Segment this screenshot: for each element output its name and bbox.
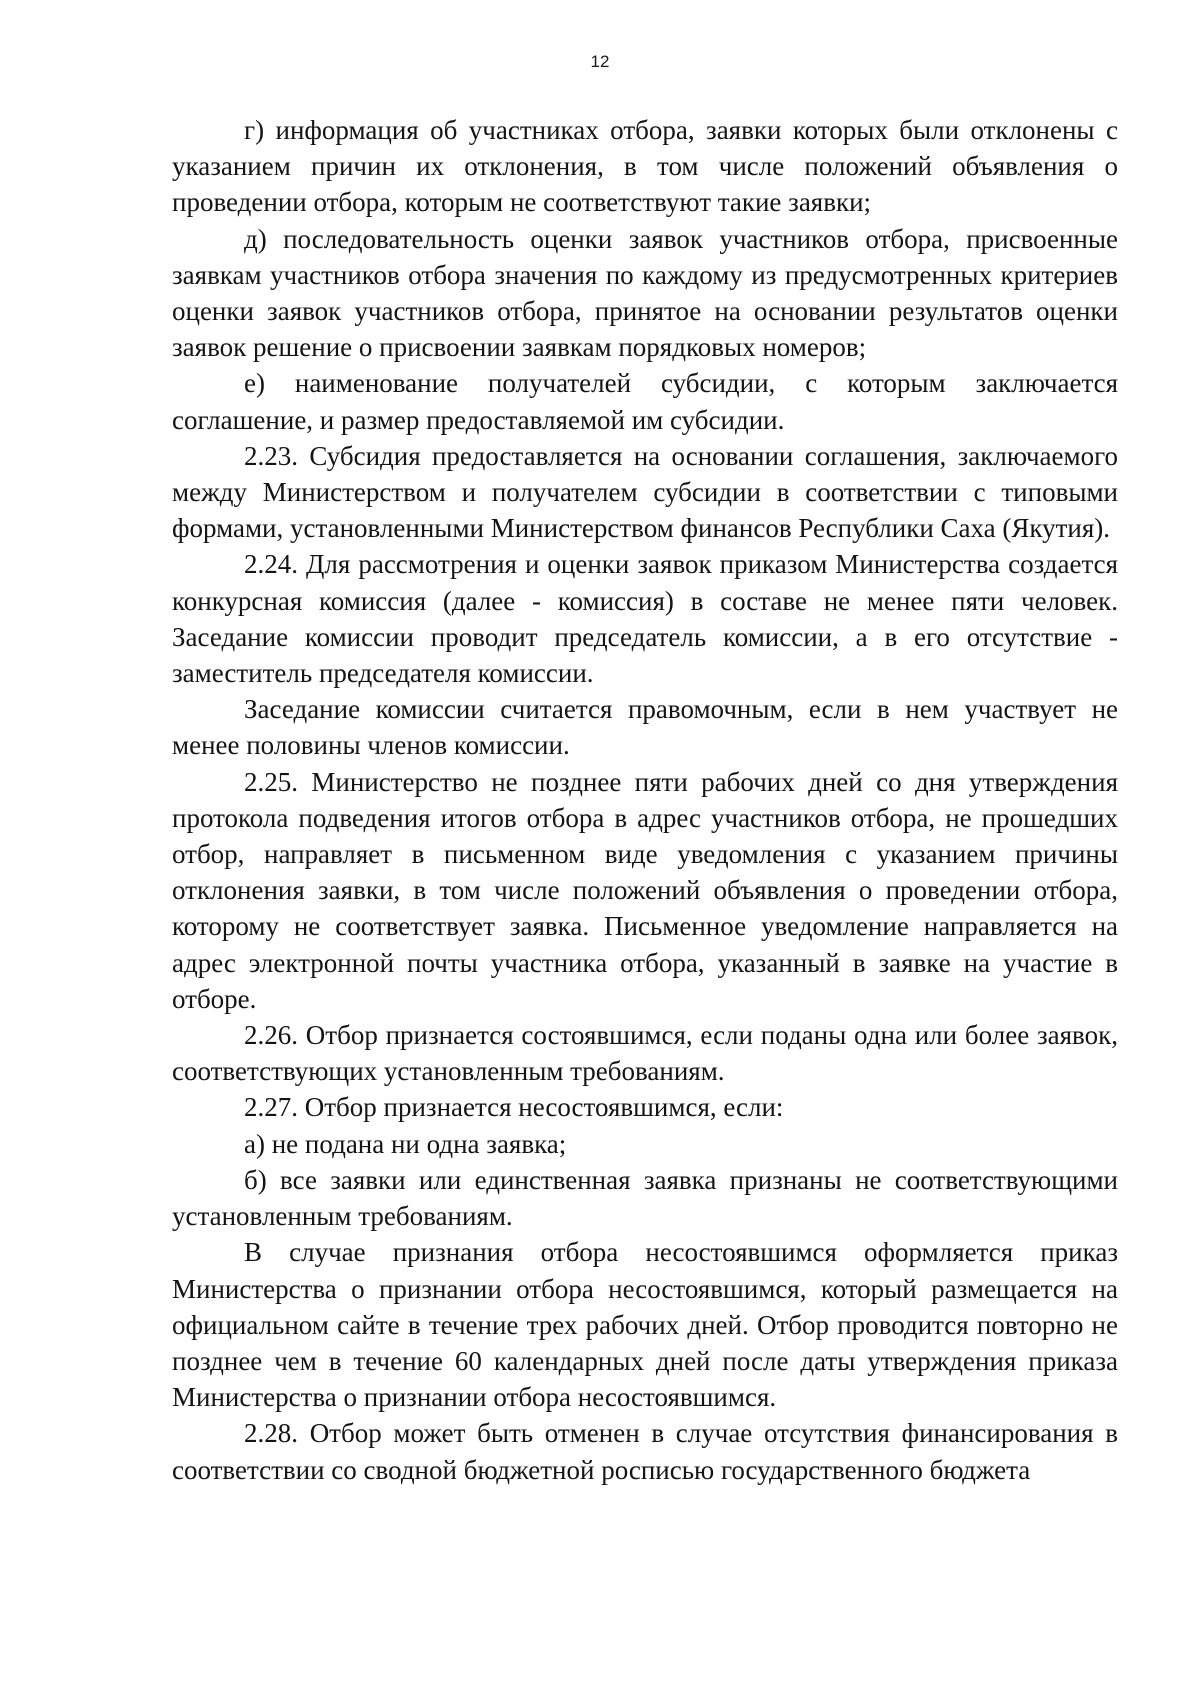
paragraph-failed-selection: В случае признания отбора несостоявшимся оформляется приказ Министерства о признании отбора несостоявшимся, который размещается на официальном сайте в течение трех рабочих дней. Отбор проводится повторно не позднее чем в течение 60 календарных дней после даты утверждения приказа Министерства о признании отбора несостоявшимся. xyxy=(172,1237,1118,1413)
paragraph-clause-2-27: 2.27. Отбор признается несостоявшимся, если: xyxy=(244,1092,784,1123)
paragraph-item-b: б) все заявки или единственная заявка признаны не соответствующими установленным требованиям. xyxy=(172,1164,1118,1232)
paragraph-item-a: а) не подана ни одна заявка; xyxy=(244,1128,567,1159)
paragraph-item-e: е) наименование получателей субсидии, с которым заключается соглашение, и размер предоставляемой им субсидии. xyxy=(172,368,1118,435)
paragraph-item-d: д) последовательность оценки заявок участников отбора, присвоенные заявкам участников отбора значения по каждому из предусмотренных критериев оценки заявок участников отбора, принятое на основании результатов оценки заявок решение о присвоении заявкам порядковых номеров; xyxy=(172,223,1118,363)
paragraph-clause-2-28: 2.28. Отбор может быть отменен в случае отсутствия финансирования в соответствии со сводной бюджетной росписью государственного бюджета xyxy=(172,1418,1118,1485)
paragraph-clause-2-25: 2.25. Министерство не позднее пяти рабочих дней со дня утверждения протокола подведения итогов отбора в адрес участников отбора, не прошедших отбор, направляет в письменном виде уведомления с указанием причины отклонения заявки, в том числе положений объявления о проведении отбора, которому не соответствует заявка. Письменное уведомление направляется на адрес электронной почты участника отбора, указанный в заявке на участие в отборе. xyxy=(172,766,1118,1014)
paragraph-clause-2-24: 2.24. Для рассмотрения и оценки заявок приказом Министерства создается конкурсная комиссия (далее - комиссия) в составе не менее пяти человек. Заседание комиссии проводит председатель комиссии, а в его отсутствие - заместитель председателя комиссии. xyxy=(172,549,1118,689)
paragraph-clause-2-26: 2.26. Отбор признается состоявшимся, если поданы одна или более заявок, соответствующих установленным требованиям. xyxy=(172,1020,1118,1087)
document-body xyxy=(172,112,1118,1488)
paragraph-commission-quorum: Заседание комиссии считается правомочным, если в нем участвует не менее половины членов комиссии. xyxy=(172,694,1118,761)
page-number: 12 xyxy=(590,52,610,71)
paragraph-clause-2-23: 2.23. Субсидия предоставляется на основании соглашения, заключаемого между Министерством и получателем субсидии в соответствии с типовыми формами, установленными Министерством финансов Республики Саха (Якутия). xyxy=(172,440,1118,544)
paragraph-item-g: г) информация об участниках отбора, заявки которых были отклонены с указанием причин их отклонения, в том числе положений объявления о проведении отбора, которым не соответствуют такие заявки; xyxy=(172,115,1118,218)
